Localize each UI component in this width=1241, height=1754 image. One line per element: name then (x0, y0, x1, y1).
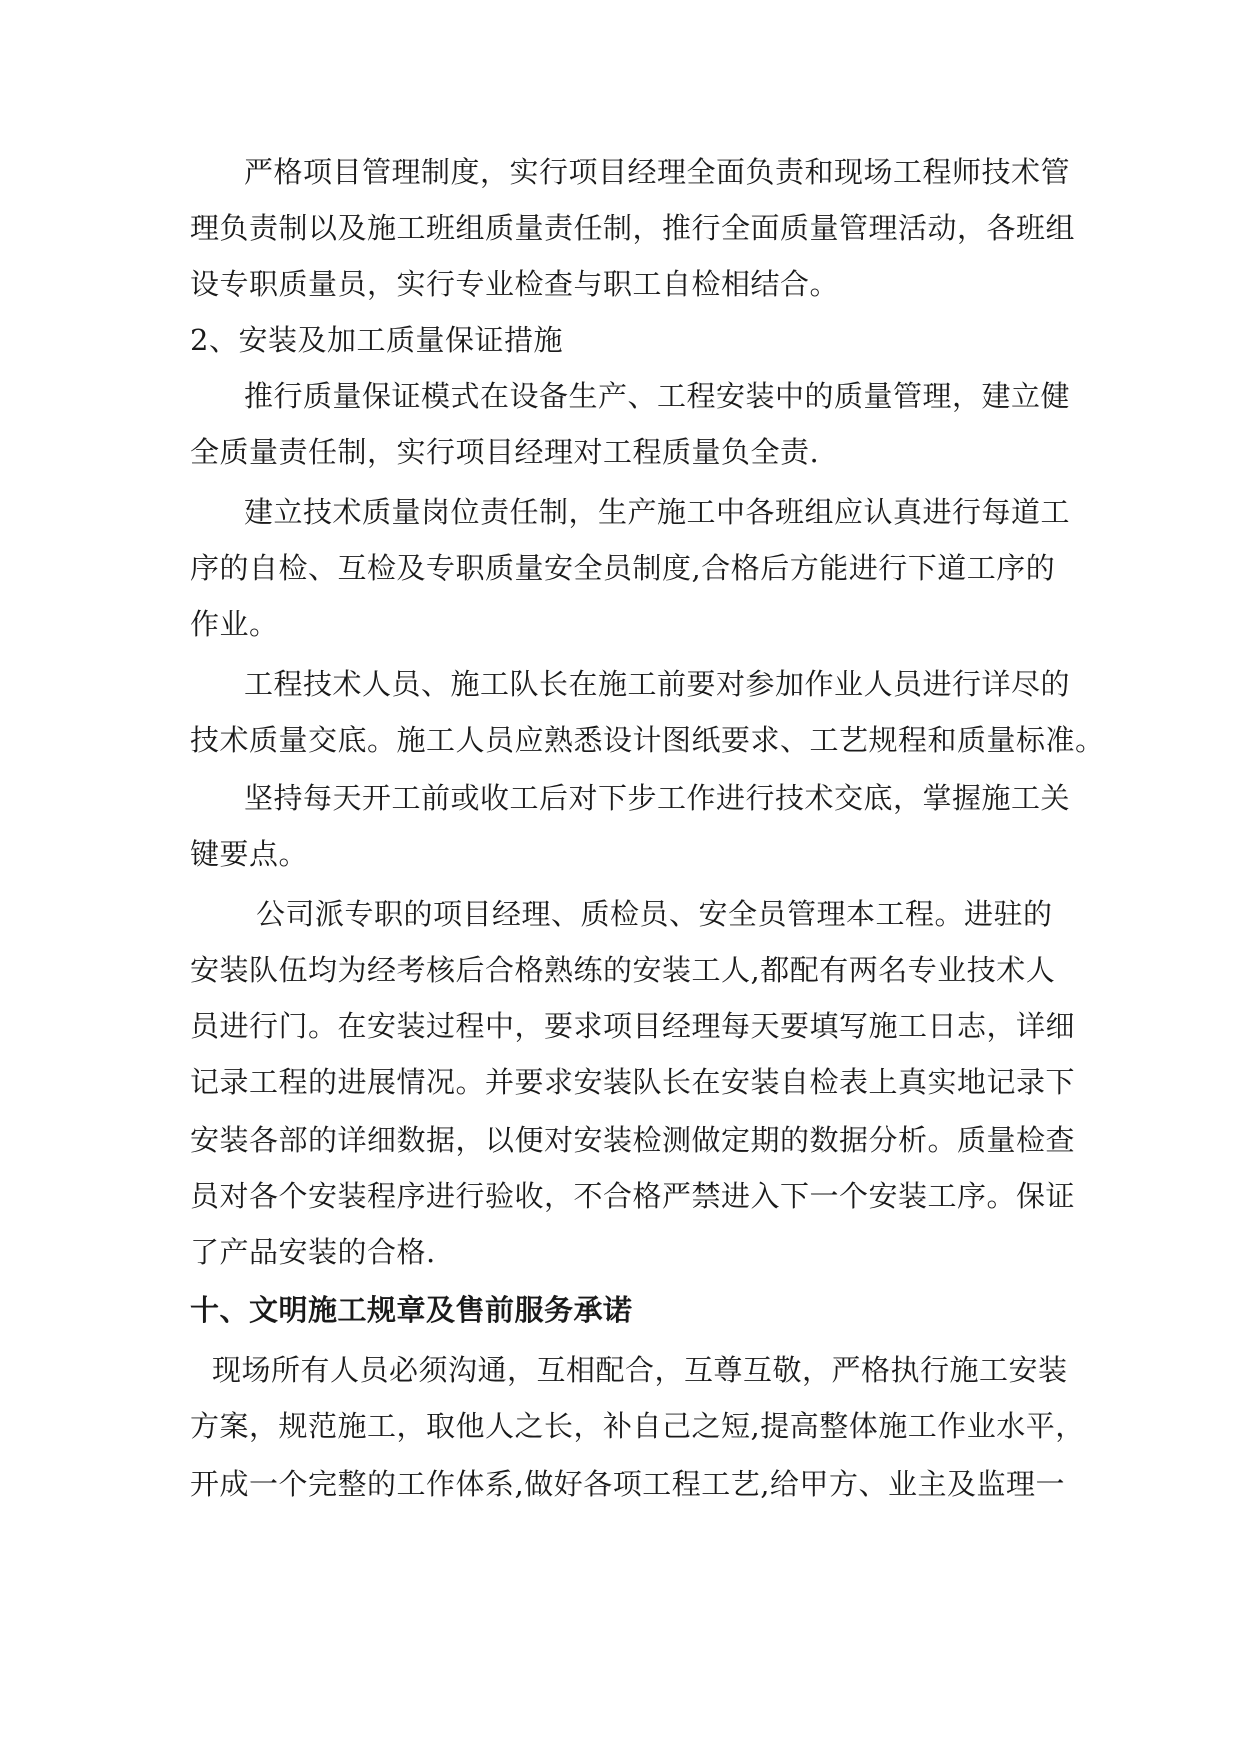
paragraph-line: 现场所有人员必须沟通，互相配合，互尊互敬，严格执行施工安装 (212, 1353, 1068, 1387)
paragraph-line: 公司派专职的项目经理、质检员、安全员管理本工程。进驻的 (256, 897, 1053, 931)
paragraph-line: 作业。 (190, 607, 279, 641)
section-heading: 十、文明施工规章及售前服务承诺 (190, 1293, 633, 1327)
paragraph-line: 安装队伍均为经考核后合格熟练的安装工人,都配有两名专业技术人 (190, 953, 1056, 987)
paragraph-line: 技术质量交底。施工人员应熟悉设计图纸要求、工艺规程和质量标准。 (190, 723, 1105, 757)
paragraph-line: 记录工程的进展情况。并要求安装队长在安装自检表上真实地记录下 (190, 1065, 1076, 1099)
paragraph-line: 员进行门。在安装过程中，要求项目经理每天要填写施工日志，详细 (190, 1009, 1076, 1043)
paragraph-line: 开成一个完整的工作体系,做好各项工程工艺,给甲方、业主及监理一 (190, 1467, 1065, 1501)
paragraph-line: 方案，规范施工，取他人之长，补自己之短,提高整体施工作业水平， (190, 1409, 1085, 1443)
paragraph-line: 严格项目管理制度，实行项目经理全面负责和现场工程师技术管 (244, 155, 1071, 189)
paragraph-line: 设专职质量员，实行专业检查与职工自检相结合。 (190, 267, 840, 301)
paragraph-line: 推行质量保证模式在设备生产、工程安装中的质量管理，建立健 (244, 379, 1071, 413)
paragraph-line: 建立技术质量岗位责任制，生产施工中各班组应认真进行每道工 (244, 495, 1071, 529)
paragraph-line: 员对各个安装程序进行验收，不合格严禁进入下一个安装工序。保证 (190, 1179, 1076, 1213)
paragraph-line: 全质量责任制，实行项目经理对工程质量负全责. (190, 435, 820, 469)
paragraph-line: 坚持每天开工前或收工后对下步工作进行技术交底，掌握施工关 (244, 781, 1071, 815)
paragraph-line: 工程技术人员、施工队长在施工前要对参加作业人员进行详尽的 (244, 667, 1071, 701)
paragraph-line: 理负责制以及施工班组质量责任制，推行全面质量管理活动，各班组 (190, 211, 1076, 245)
paragraph-line: 键要点。 (190, 837, 309, 871)
section-subheading: 2、安装及加工质量保证措施 (190, 323, 563, 357)
paragraph-line: 序的自检、互检及专职质量安全员制度,合格后方能进行下道工序的 (190, 551, 1056, 585)
paragraph-line: 安装各部的详细数据，以便对安装检测做定期的数据分析。质量检查 (190, 1123, 1076, 1157)
paragraph-line: 了产品安装的合格. (190, 1235, 436, 1269)
